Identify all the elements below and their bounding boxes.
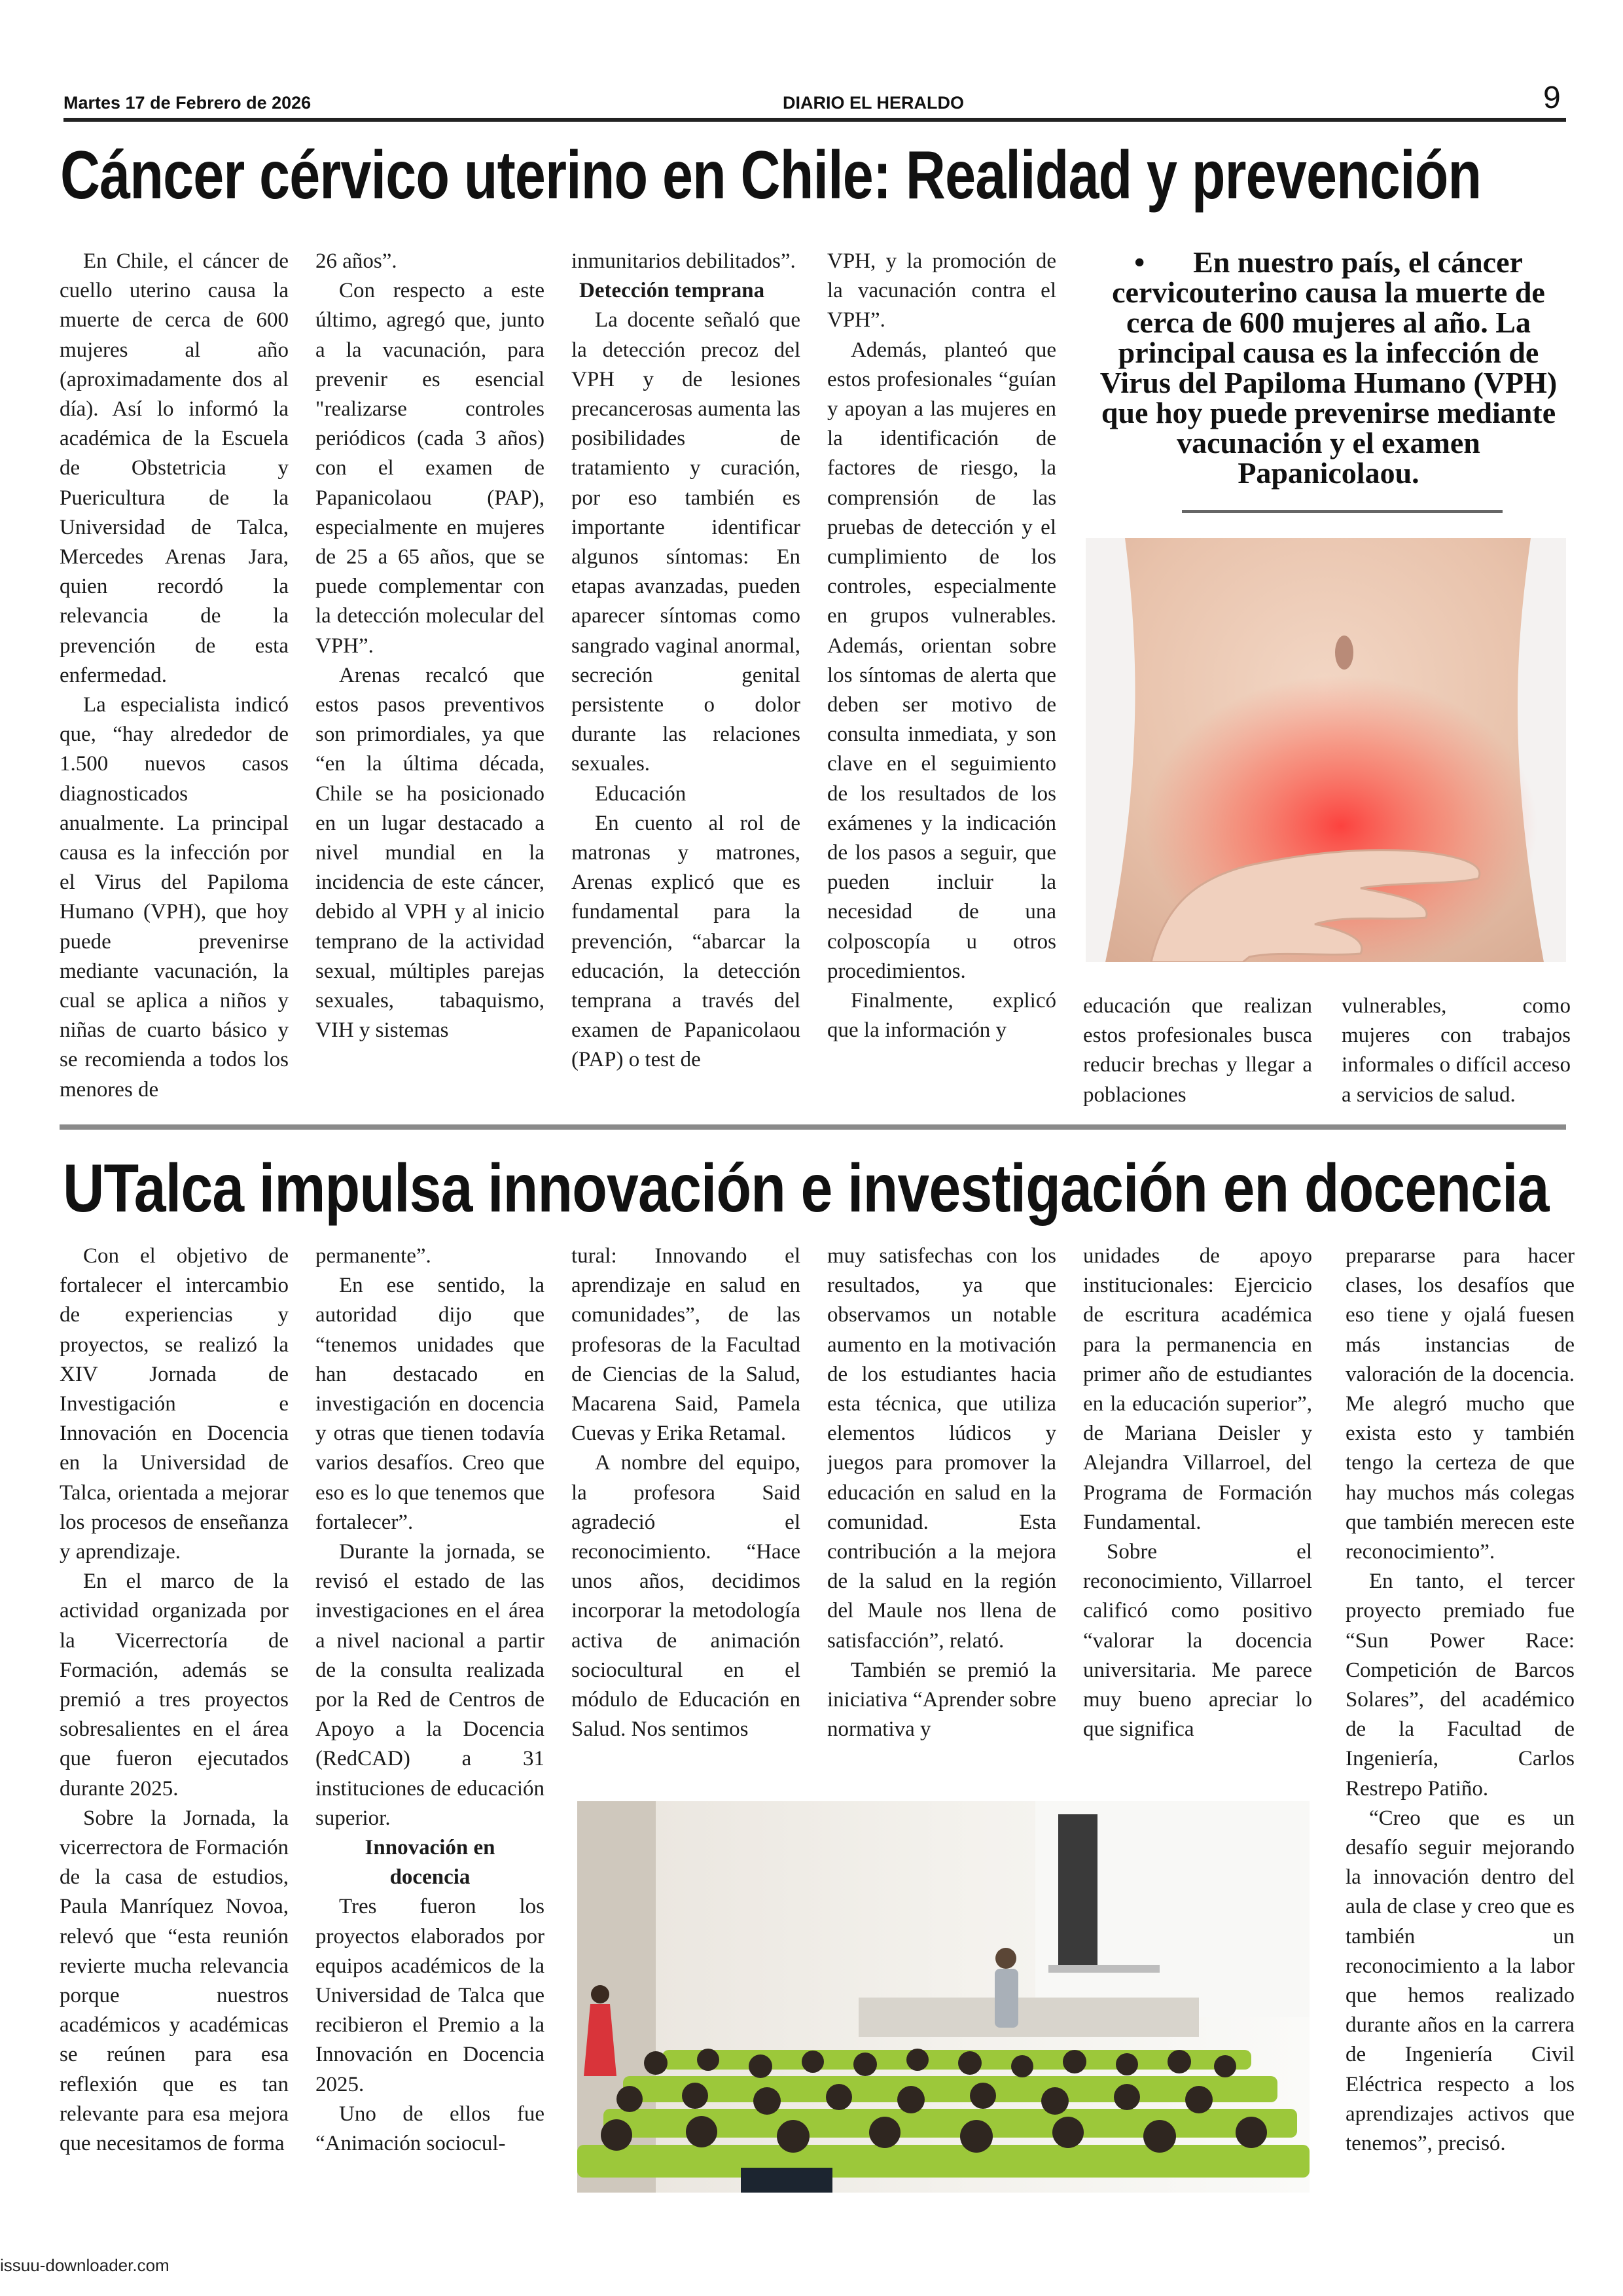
- callout-bullet: •: [1134, 245, 1145, 279]
- paragraph: En tanto, el tercer proyecto premiado fue “Sun Power Race: Competición de Barcos Solares”, del académico de la Facultad de Ingeniería, Carlos Restrepo Patiño.: [1346, 1570, 1575, 1801]
- paragraph: Además, planteó que estos profesionales “guían y apoyan a las mujeres en la identificación de factores de riesgo, la comprensión de las pruebas de detección y el cumplimiento de los controles, especialmente en grupos vulnerables. Además, orientan sobre los síntomas de alerta que deben ser motivo de consulta inmediata, y son clave en el seguimiento de los resultados de los exámenes y la indicación de los pasos a seguir, que pueden incluir la necesidad de una colposcopía u otros procedimientos.: [827, 338, 1056, 983]
- article2-column-1: [60, 1242, 289, 2210]
- paragraph: vulnerables, como mujeres con trabajos informales o difícil acceso a servicios de salud.: [1342, 994, 1571, 1107]
- paragraph: muy satisfechas con los resultados, ya que observamos un notable aumento en la motivación de los estudiantes hacia esta técnica, que utiliza elementos lúdicos y juegos para promover la educación en salud en la comunidad. Esta contribución a la mejora de la salud en la región del Maule nos llena de satisfacción”, relató.: [827, 1244, 1056, 1653]
- paragraph: En cuento al rol de matronas y matrones, Arenas explicó que es fundamental para la prevención, “abarcar la educación, la detección temprana a través del examen de Papanicolaou (PAP) o test de: [571, 811, 800, 1072]
- article2-column-4: [827, 1242, 1056, 1778]
- paragraph: Uno de ellos fue “Animación sociocul-: [315, 2102, 544, 2156]
- paragraph: La especialista indicó que, “hay alrededor de 1.500 nuevos casos diagnosticados anualmente. La principal causa es la infección por el Virus del Papiloma Humano (VPH), que hoy puede prevenirse mediante vacunación, la cual se aplica a niños y niñas de cuarto básico y se recomienda a todos los menores de: [60, 693, 289, 1102]
- paragraph: Tres fueron los proyectos elaborados por equipos académicos de la Universidad de Talca que recibieron el Premio a la Innovación en Docencia 2025.: [315, 1895, 544, 2096]
- paragraph: Con el objetivo de fortalecer el intercambio de experiencias y proyectos, se realizó la XIV Jornada de Investigación e Innovación en Docencia en la Universidad de Talca, orientada a mejorar los procesos de enseñanza y aprendizaje.: [60, 1244, 289, 1564]
- callout-text: En nuestro país, el cáncer cervicouterino causa la muerte de cerca de 600 mujeres al año. La principal causa es la infección de Virus del Papiloma Humano (VPH) que hoy puede prevenirse mediante vacunación y el examen Papanicolaou.: [1099, 245, 1558, 490]
- header-rule: [63, 118, 1566, 122]
- paragraph: A nombre del equipo, la profesora Said agradeció el reconocimiento. “Hace unos años, decidimos incorporar la metodología activa de animación sociocultural en el módulo de Educación en Salud. Nos sentimos: [571, 1451, 800, 1742]
- subheading-innovacion: Innovación en docencia: [365, 1836, 495, 1890]
- article2-column-5: [1083, 1242, 1312, 1778]
- subheading-educacion: Educación: [595, 781, 687, 806]
- paragraph: VPH, y la promoción de la vacunación contra el VPH”.: [827, 249, 1056, 332]
- paragraph: También se premió la iniciativa “Aprender sobre normativa y: [827, 1658, 1056, 1742]
- article1-column-4: [827, 247, 1056, 1111]
- auditorium-photo-illustration: [577, 1801, 1310, 2193]
- paragraph: educación que realizan estos profesionales busca reducir brechas y llegar a poblaciones: [1083, 994, 1312, 1107]
- page-number: 9: [1543, 81, 1561, 115]
- paragraph: En ese sentido, la autoridad dijo que “tenemos unidades que han destacado en investigación en docencia y otras que tienen todavía varios desafíos. Creo que eso es lo que tenemos que fortalecer”.: [315, 1274, 544, 1534]
- abdomen-photo-illustration: [1086, 538, 1566, 962]
- publication-name: DIARIO EL HERALDO: [783, 93, 965, 113]
- paragraph: 26 años”.: [315, 249, 397, 273]
- article2-column-3: [571, 1242, 800, 1778]
- section-divider: [60, 1124, 1566, 1130]
- article1-column-5: [1083, 992, 1312, 1111]
- paragraph: Sobre el reconocimiento, Villarroel calificó como positivo “valorar la docencia universitaria. Me parece muy bueno apreciar lo que significa: [1083, 1540, 1312, 1742]
- paragraph: Sobre la Jornada, la vicerrectora de Formación de la casa de estudios, Paula Manríquez Novoa, relevó que “esta reunión revierte mucha relevancia porque nuestros académicos y académicas se reúnen para esa reflexión que es tan relevante para esa mejora que necesitamos de forma: [60, 1806, 289, 2156]
- article2-photo: [577, 1801, 1310, 2193]
- paragraph: En Chile, el cáncer de cuello uterino causa la muerte de cerca de 600 mujeres al año (aproximadamente dos al día). Así lo informó la académica de la Escuela de Obstetricia y Puericultura de la Universidad de Talca, Mercedes Arenas Jara, quien recordó la relevancia de la prevención de esta enfermedad.: [60, 249, 289, 687]
- article1-column-2: [315, 247, 544, 1111]
- article1-column-3: [571, 247, 800, 1111]
- footer-watermark: issuu-downloader.com: [0, 2255, 169, 2275]
- paragraph: inmunitarios debilitados”.: [571, 249, 796, 273]
- issue-date: Martes 17 de Febrero de 2026: [63, 93, 312, 113]
- paragraph: tural: Innovando el aprendizaje en salud en comunidades”, de las profesoras de la Facultad de Ciencias de la Salud, Macarena Said, Pamela Cuevas y Erika Retamal.: [571, 1244, 800, 1446]
- paragraph: prepararse para hacer clases, los desafíos que eso tiene y ojalá fuesen más instancias de valoración de la docencia. Me alegró mucho que exista esto y también tengo la certeza de que hay muchos más colegas que también merecen este reconocimiento”.: [1346, 1244, 1575, 1564]
- paragraph: “Creo que es un desafío seguir mejorando la innovación dentro del aula de clase y creo que es también un reconocimiento a la labor que hemos realizado durante años en la carrera de Ingeniería Civil Eléctrica respecto a los aprendizajes activos que tenemos”, precisó.: [1346, 1806, 1575, 2156]
- article1-headline: Cáncer cérvico uterino en Chile: Realidad y prevención: [60, 137, 1482, 213]
- paragraph: permanente”.: [315, 1244, 431, 1268]
- article1-column-1: [60, 247, 289, 1111]
- paragraph: unidades de apoyo institucionales: Ejercicio de escritura académica para la permanencia en primer año de estudiantes en la educación superior”, de Mariana Deisler y Alejandra Villarroel, del Programa de Formación Fundamental.: [1083, 1244, 1312, 1534]
- article1-photo: [1086, 538, 1566, 962]
- subheading-deteccion: Detección temprana: [579, 279, 765, 303]
- article1-column-6: [1342, 992, 1571, 1111]
- paragraph: La docente señaló que la detección precoz del VPH y de lesiones precancerosas aumenta las posibilidades de tratamiento y curación, por eso también es importante identificar algunos síntomas: En etapas avanzadas, pueden aparecer síntomas como sangrado vaginal anormal, secreción genital persistente o dolor durante las relaciones sexuales.: [571, 308, 800, 776]
- article1-callout: [1086, 247, 1571, 488]
- paragraph: Finalmente, explicó que la información y: [827, 989, 1056, 1043]
- paragraph: Arenas recalcó que estos pasos preventivos son primordiales, ya que “en la última década, Chile se ha posicionado en un lugar destacado a nivel mundial en la incidencia de este cáncer, debido al VPH y al inicio temprano de la actividad sexual, múltiples parejas sexuales, tabaquismo, VIH y sistemas: [315, 663, 544, 1043]
- article2-column-6: [1346, 1242, 1575, 2210]
- article2-column-2: [315, 1242, 544, 2210]
- paragraph: Durante la jornada, se revisó el estado de las investigaciones en el área a nivel nacional a partir de la consulta realizada por la Red de Centros de Apoyo a la Docencia (RedCAD) a 31 instituciones de educación superior.: [315, 1540, 544, 1830]
- paragraph: Con respecto a este último, agregó que, junto a la vacunación, para prevenir es esencial "realizarse controles periódicos (cada 3 años) con el examen de Papanicolaou (PAP), especialmente en mujeres de 25 a 65 años, que se puede complementar con la detección molecular del VPH”.: [315, 279, 544, 658]
- article2-headline: UTalca impulsa innovación e investigación en docencia: [63, 1151, 1549, 1227]
- callout-rule: [1182, 510, 1503, 513]
- paragraph: En el marco de la actividad organizada por la Vicerrectoría de Formación, además se premió a tres proyectos sobresalientes en el área que fueron ejecutados durante 2025.: [60, 1570, 289, 1801]
